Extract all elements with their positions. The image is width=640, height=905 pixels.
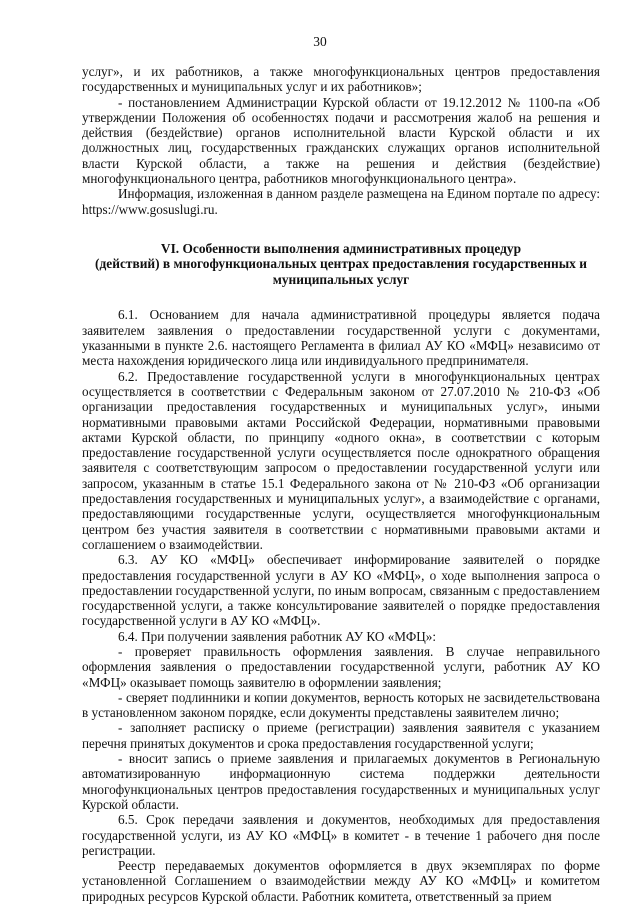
paragraph-resolution: - постановлением Администрации Курской области от 19.12.2012 № 1100-па «Об утверждении Положения об особенностях подачи и рассмотрения жалоб на решения и действия (бездействие) органов исполнительной власти Курской области и их должностных лиц, государственных гражданских служащих органов исполнительной власти Курской области, а также на решения и действия (бездействие) многофункционального центра, работников многофункционального центра». bbox=[82, 94, 600, 187]
paragraph-6-3: 6.3. АУ КО «МФЦ» обеспечивает информирование заявителей о порядке предоставления государственной услуги в АУ КО «МФЦ», о ходе выполнения запроса о предоставлении государственной услуги, по иным вопросам, связанным с предоставлением государственной услуги, а также консультирование заявителей о порядке предоставления государственной услуги в АУ КО «МФЦ». bbox=[82, 552, 600, 629]
section-heading-line-3: муниципальных услуг bbox=[272, 271, 410, 287]
list-item-check-form: - проверяет правильность оформления заявления. В случае неправильного оформления заявления о предоставлении государственной услуги, работник АУ КО «МФЦ» оказывает помощь заявителю в оформлении заявления; bbox=[82, 644, 600, 690]
paragraph-6-2: 6.2. Предоставление государственной услуги в многофункциональных центрах осуществляется в соответствии с Федеральным законом от 27.07.2010 № 210-ФЗ «Об организации предоставления государственных и муниципальных услуг», иными нормативными правовыми актами Российской Федерации, нормативными правовыми актами Курской области, по принципу «одного окна», в соответствии с которым предоставление государственной услуги осуществляется после однократного обращения заявителя с соответствующим запросом о предоставлении государственной услуги или запросом, указанным в статье 15.1 Федерального закона от № 210-ФЗ «Об организации предоставления государственных и муниципальных услуг», а взаимодействие с органами, предоставляющими государственные услуги, осуществляется многофункциональным центром без участия заявителя в соответствии с нормативными правовыми актами и соглашением о взаимодействии. bbox=[82, 368, 600, 552]
list-item-receipt: - заполняет расписку о приеме (регистрации) заявления заявителя с указанием перечня принятых документов и срока предоставления государственной услуги; bbox=[82, 720, 600, 751]
paragraph-6-1: 6.1. Основанием для начала административной процедуры является подача заявителем заявления о предоставлении государственной услуги с документами, указанными в пункте 2.6. настоящего Регламента в филиал АУ КО «МФЦ» независимо от места нахождения юридического лица или индивидуального предпринимателя. bbox=[82, 307, 600, 369]
paragraph-6-4: 6.4. При получении заявления работник АУ КО «МФЦ»: bbox=[118, 628, 437, 644]
section-heading-line-1: VI. Особенности выполнения административных процедур bbox=[160, 240, 522, 256]
page-number: 30 bbox=[313, 34, 327, 49]
list-item-register-record: - вносит запись о приеме заявления и прилагаемых документов в Региональную автоматизированную информационную система поддержки деятельности многофункциональных центров предоставления государственных и муниципальных услуг Курской области. bbox=[82, 751, 600, 812]
list-item-verify-copies: - сверяет подлинники и копии документов, верность которых не засвидетельствована в установленном законом порядке, если документы представлены заявителем лично; bbox=[82, 689, 600, 721]
paragraph-6-5: 6.5. Срок передачи заявления и документов, необходимых для предоставления государственной услуги, из АУ КО «МФЦ» в комитет - в течение 1 рабочего дня после регистрации. bbox=[82, 812, 600, 858]
paragraph-registry: Реестр передаваемых документов оформляется в двух экземплярах по форме установленной Соглашением о взаимодействии между АУ КО «МФЦ» и комитетом природных ресурсов Курской области. Работник комитета, ответственный за прием bbox=[82, 858, 600, 904]
document-body bbox=[82, 64, 600, 904]
paragraph-continuation: услуг», и их работников, а также многофункциональных центров предоставления государственных и муниципальных услуг и их работников»; bbox=[82, 64, 600, 95]
section-heading bbox=[82, 241, 600, 288]
paragraph-info-portal: Информация, изложенная в данном разделе размещена на Едином портале по адресу: https://www.gosuslugi.ru. bbox=[82, 186, 600, 217]
section-heading-line-2: (действий) в многофункциональных центрах предоставления государственных и bbox=[95, 256, 587, 272]
